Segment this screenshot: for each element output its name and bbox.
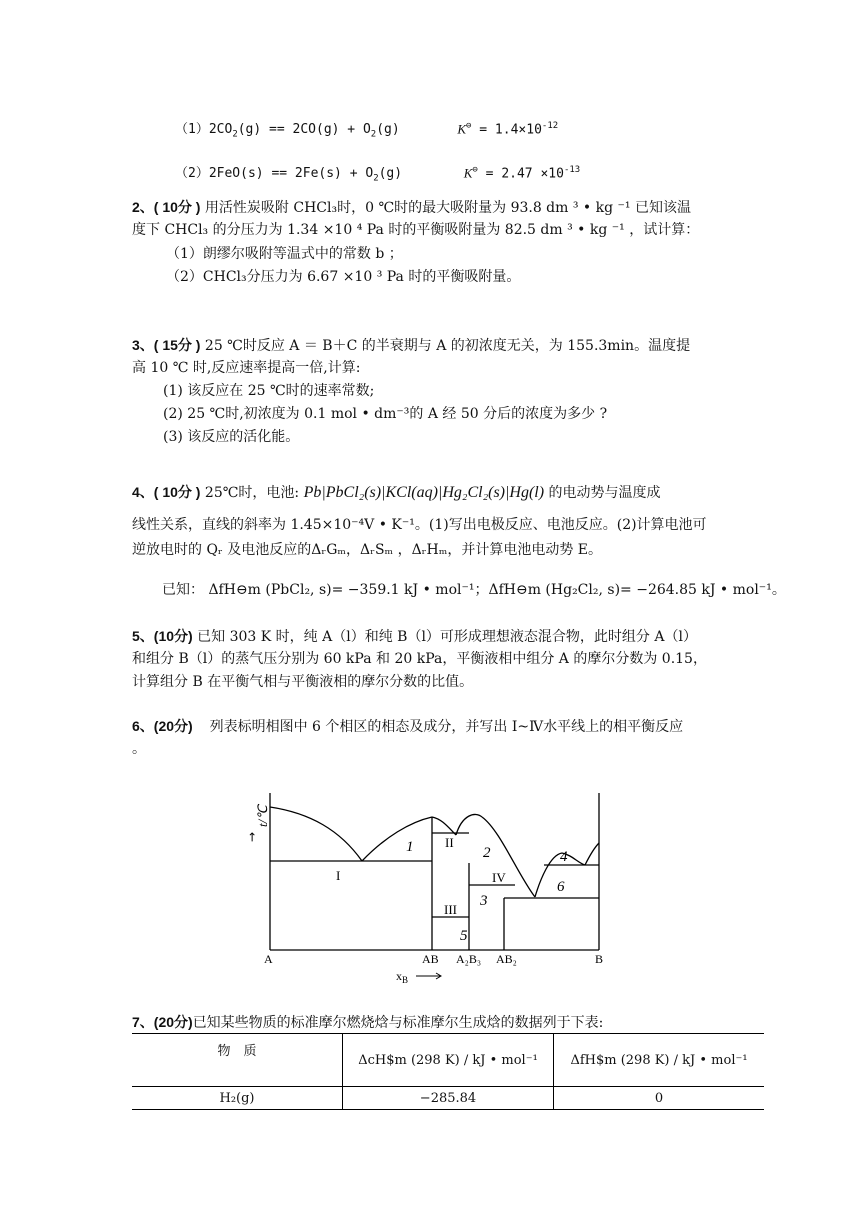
q3-text-1: 25 ℃时反应 A ＝ B＋C 的半衰期与 A 的初浓度无关，为 155.3min。温度提 (204, 338, 691, 354)
q2-head: 2、( 10分 ) (132, 199, 201, 215)
region-label-2: 2 (483, 845, 491, 861)
y-axis-arrow: → (245, 831, 259, 842)
q2-line-1 (132, 198, 691, 217)
phase-diagram (245, 785, 620, 985)
q6-text-1: 列表标明相图中 6 个相区的相态及成分，并写出 I~Ⅳ水平线上的相平衡反应 (209, 719, 684, 735)
q4-head: 4、( 10分 ) (132, 484, 201, 500)
q4-pre: 25℃时，电池: (204, 485, 300, 501)
region-label-5: 5 (460, 928, 468, 944)
table-header-combustion: ΔcH$m (298 K) / kJ • mol⁻¹ (343, 1034, 554, 1087)
q2-item-2: （2）CHCl₃分压力为 6.67 ×10 ³ Pa 时的平衡吸附量。 (166, 269, 521, 285)
q3-item-1: (1) 该反应在 25 ℃时的速率常数; (163, 383, 375, 399)
q3-head: 3、( 15分 ) (132, 337, 201, 353)
q7-text-1: 已知某些物质的标准摩尔燃烧焓与标准摩尔生成焓的数据列于下表: (192, 1015, 604, 1031)
table-header-substance: 物 质 (132, 1034, 343, 1087)
q2-item-1: （1）朗缪尔吸附等温式中的常数 b ； (166, 246, 403, 262)
liquidus-a (270, 807, 362, 861)
liquidus-ab-left (362, 817, 432, 861)
region-label-6: 6 (557, 879, 565, 895)
table-row (132, 1087, 764, 1110)
table-cell-formation: 0 (554, 1087, 765, 1110)
q3-item-3: (3) 该反应的活化能。 (163, 429, 300, 445)
table-cell-substance: H₂(g) (132, 1087, 343, 1110)
k-symbol: K (457, 121, 467, 137)
region-label-ii: II (445, 835, 454, 850)
k-exponent: -13 (563, 165, 581, 175)
y-axis-label: t/℃ (255, 805, 270, 827)
cell-notation: Pb|PbCl₂(s)|KCl(aq)|Hg₂Cl₂(s)|Hg(l) (303, 484, 545, 501)
k-exponent: -12 (541, 121, 559, 131)
table-header-formation: ΔfH$m (298 K) / kJ • mol⁻¹ (554, 1034, 765, 1087)
q3-line-1 (132, 336, 690, 355)
region-label-i: I (336, 868, 341, 883)
region-label-iv: IV (492, 870, 506, 885)
k-value: = 2.47 ×10 (485, 166, 564, 182)
table-cell-combustion: −285.84 (343, 1087, 554, 1110)
q4-line-3: 逆放电时的 Qᵣ 及电池反应的ΔᵣGₘ，ΔᵣSₘ ，ΔᵣHₘ，并计算电池电动势 E。 (132, 542, 603, 558)
q4-line-2: 线性关系，直线的斜率为 1.45×10⁻⁴V • K⁻¹。(1)写出电极反应、电池反应。(2)计算电池可 (132, 517, 707, 533)
region-label-4: 4 (560, 849, 568, 865)
reaction-2-equation: $(2)2FeO(s) == 2Fe(s) + O_2(g)$ (175, 166, 403, 184)
table-header-row (132, 1034, 764, 1087)
q6-line-1 (132, 717, 683, 736)
q7-line-1 (132, 1013, 603, 1032)
q2-line-2: 度下 CHCl₃ 的分压力为 1.34 ×10 ⁴ Pa 时的平衡吸附量为 82.5 dm ³ • kg ⁻¹ ，试计算： (132, 222, 700, 238)
enthalpy-table (132, 1033, 764, 1110)
q4-known: 已知： ΔfH⊖m (PbCl₂, s)= −359.1 kJ • mol⁻¹；ΔfH⊖m (Hg₂Cl₂, s)= −264.85 kJ • mol⁻¹。 (162, 582, 786, 598)
liquidus-a2b3 (456, 814, 482, 835)
region-label-iii: III (444, 902, 457, 917)
q6-line-2: 。 (132, 741, 146, 757)
region-label-3: 3 (480, 893, 488, 909)
q5-head: 5、(10分) (132, 628, 193, 644)
liquidus-b (585, 843, 599, 865)
q4-post: 的电动势与温度成 (548, 485, 661, 501)
q4-line-1 (132, 481, 661, 504)
x-tick-a2b3: A₂B₃ (456, 952, 482, 966)
q6-head: 6、(20分) (132, 718, 193, 734)
reaction-1: $(1)2CO_2(g) == 2CO(g) + O_2(g) K^⊖ = 1.4\times 10^{-12}$ (175, 121, 559, 140)
x-tick-b: B (595, 952, 604, 966)
reaction-2: $(2)2FeO(s) == 2Fe(s) + O_2(g) K^⊖ = 2.47 \times 10^{-13}$ (175, 165, 581, 184)
x-tick-a: A (264, 952, 273, 966)
q5-line-2: 和组分 B（l）的蒸气压分别为 60 kPa 和 20 kPa，平衡液相中组分 A 的摩尔分数为 0.15， (132, 651, 707, 667)
reaction-1-equation: $(1)2CO_2(g) == 2CO(g) + O_2(g)$ (175, 122, 400, 140)
x-axis-label: $x_B$ (396, 969, 409, 985)
x-tick-ab: AB (422, 952, 439, 966)
k-symbol: K (463, 165, 473, 181)
region-label-1: 1 (406, 839, 414, 855)
q5-line-3: 计算组分 B 在平衡气相与平衡液相的摩尔分数的比值。 (132, 674, 474, 690)
q7-head: 7、(20分) (132, 1014, 193, 1030)
q2-text-1: 用活性炭吸附 CHCl₃时，0 ℃时的最大吸附量为 93.8 dm ³ • kg ⁻¹ 已知该温 (204, 200, 691, 216)
liquidus-ab-right (432, 817, 456, 835)
q3-line-2: 高 10 ℃ 时,反应速率提高一倍,计算: (132, 360, 361, 376)
q5-line-1 (132, 627, 697, 646)
q3-item-2: (2) 25 ℃时,初浓度为 0.1 mol • dm⁻³的 A 经 50 分后的浓度为多少 ? (163, 406, 608, 422)
x-tick-ab2: AB₂ (496, 952, 517, 966)
q5-text-1: 已知 303 K 时，纯 A（l）和纯 B（l）可形成理想液态混合物，此时组分 A（l） (197, 629, 697, 645)
k-value: = 1.4×10 (479, 122, 542, 138)
